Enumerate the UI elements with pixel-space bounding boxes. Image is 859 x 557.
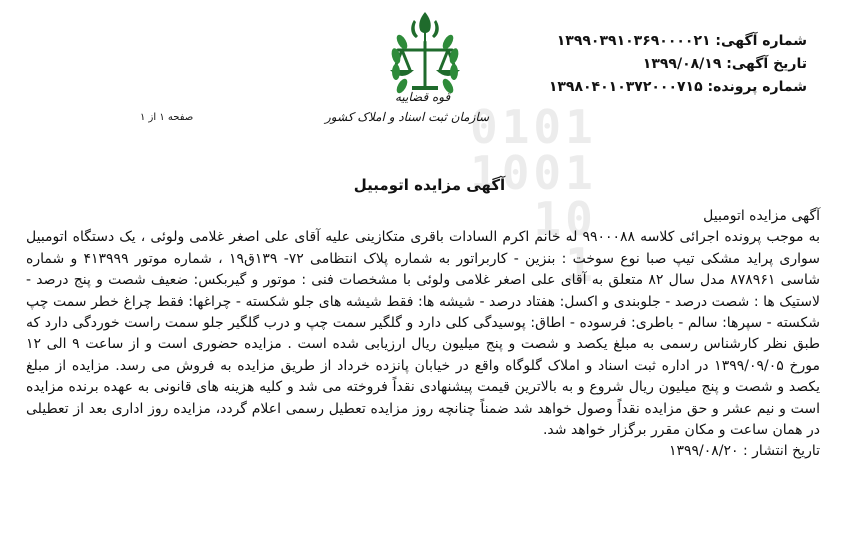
organization-name-registry: سازمان ثبت اسناد و املاک کشور	[325, 110, 490, 124]
notice-date: تاریخ آگهی: ۱۳۹۹/۰۸/۱۹	[642, 56, 807, 72]
watermark-binary: 0101 1001 10 1	[470, 100, 597, 292]
case-number: شماره پرونده: ۱۳۹۸۰۴۰۱۰۳۷۲۰۰۰۷۱۵	[548, 79, 807, 95]
notice-metadata	[549, 30, 807, 99]
notice-body	[26, 206, 820, 463]
notice-subtitle: آگهی مزایده اتومبیل	[703, 208, 820, 224]
publish-date: تاریخ انتشار : ۱۳۹۹/۰۸/۲۰	[668, 443, 820, 460]
page-indicator: صفحه ۱ از ۱	[140, 112, 194, 123]
organization-name-judiciary: قوه قضاییه	[395, 90, 451, 104]
notice-paragraph: به موجب پرونده اجرائی کلاسه ۹۹۰۰۰۸۸ له خانم اکرم السادات باقری متکازینی علیه آقای علی اصغر غلامی ولوئی ، یک دستگاه اتومبیل سواری پراید مشکی تیپ صبا نوع سوخت : بنزین - کاربراتور به شماره پلاک انتظامی ۷۲- ۱۳۹ق۱۹ ، شماره موتور ۴۱۳۹۹۹ و شماره شاسی ۸۷۸۹۶۱ مدل سال ۸۲ متعلق به آقای علی اصغر غلامی ولوئی با مشخصات فنی : موتور و گیربکس: ضعیف شصت و پنج درصد - لاستیک ها : شصت درصد - جلوبندی و اکسل: هفتاد درصد - شیشه ها: فقط شیشه های جلو شکسته - چراغها: فقط چراغ خطر سمت چپ شکسته - سپرها: سالم - باطری: فرسوده - اطاق: پوسیدگی کلی دارد و گلگیر سمت چپ و درب گلگیر جلو سمت راست خوردگی دارد که طبق نظر کارشناس رسمی به مبلغ یکصد و شصت و پنج میلیون ریال ارزیابی شده است . مزایده حضوری است و از ساعت ۹ الی ۱۲ مورخ ۱۳۹۹/۰۹/۰۵ در اداره ثبت اسناد و املاک گلوگاه واقع در خیابان پانزده خرداد از طریق مزایده به فروش می رسد. مزایده از مبلغ یکصد و شصت و پنج میلیون ریال شروع و به بالاترین قیمت پیشنهادی نقداً فروخته می شد و کلیه هزینه های قانونی به عهده برنده مزایده است و نیم عشر و حق مزایده نقداً وصول خواهد شد ضمناً چنانچه روز مزایده تعطیل رسمی اعلام گردد، مزایده روز اداری بعد از تعطیلی در همان ساعت و مکان مقرر برگزار خواهد شد.	[26, 229, 821, 439]
notice-number: شماره آگهی: ۱۳۹۹۰۳۹۱۰۳۶۹۰۰۰۰۲۱	[556, 33, 807, 49]
document-title: آگهی مزایده اتومبیل	[353, 176, 506, 194]
